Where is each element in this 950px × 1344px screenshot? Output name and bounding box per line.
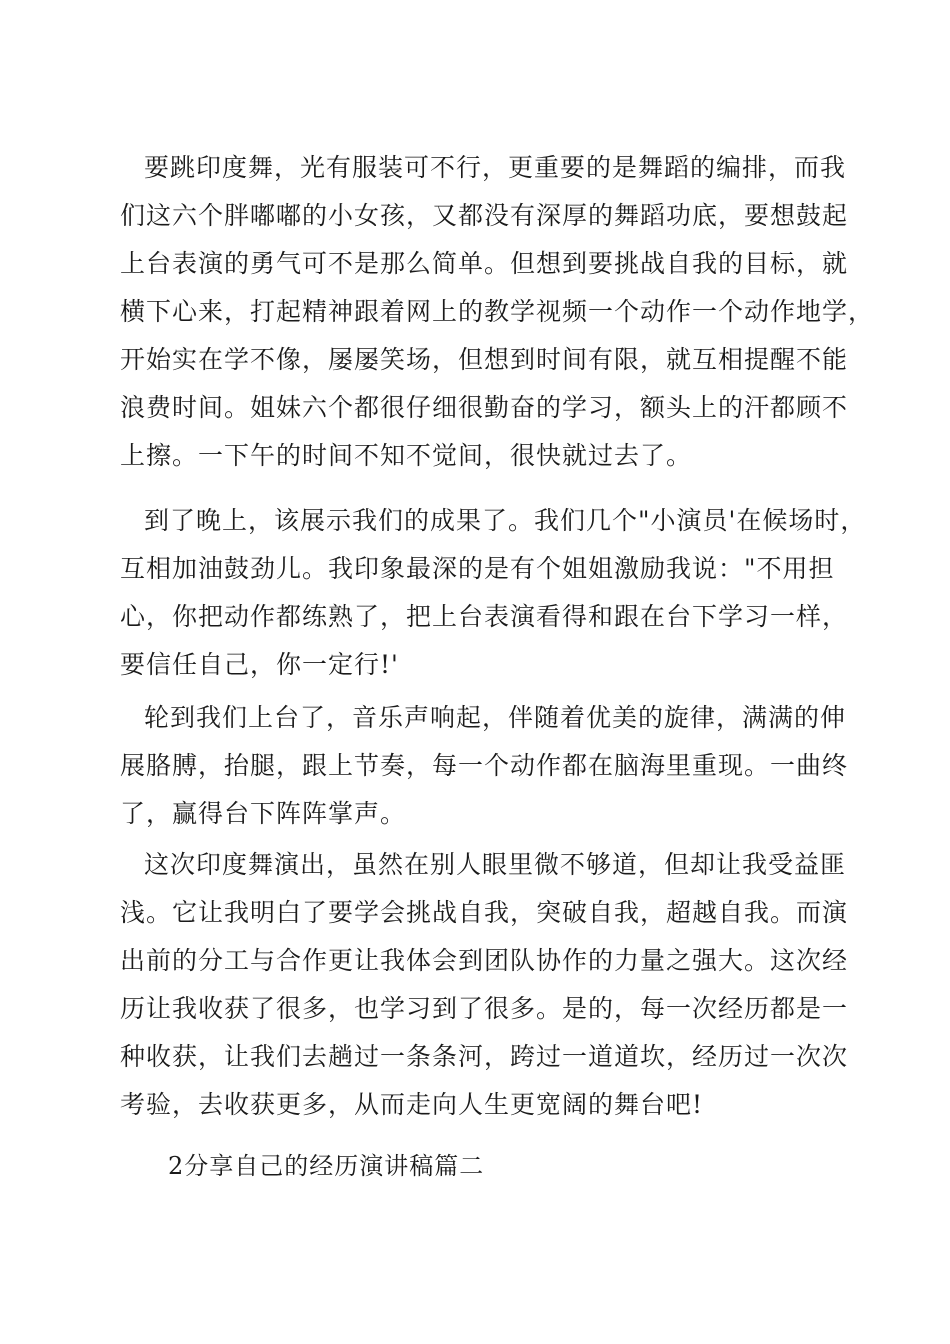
paragraph-line: 考验，去收获更多，从而走向人生更宽阔的舞台吧! bbox=[120, 1090, 704, 1119]
paragraph-2 bbox=[120, 497, 867, 689]
paragraph-line: 要信任自己，你一定行!' bbox=[120, 650, 399, 679]
paragraph-line: 浅。它让我明白了要学会挑战自我，突破自我，超越自我。而演 bbox=[120, 898, 849, 927]
paragraph-line: 横下心来，打起精神跟着网上的教学视频一个动作一个动作地学， bbox=[120, 297, 875, 326]
paragraph-line: 展胳膊，抬腿，跟上节奏，每一个动作都在脑海里重现。一曲终 bbox=[120, 751, 849, 780]
paragraph-line: 开始实在学不像，屡屡笑场，但想到时间有限，就互相提醒不能 bbox=[120, 345, 849, 374]
section-heading: 2分享自己的经历演讲稿篇二 bbox=[168, 1152, 485, 1180]
paragraph-line: 上擦。一下午的时间不知不觉间，很快就过去了。 bbox=[120, 441, 693, 470]
paragraph-4 bbox=[120, 841, 849, 1129]
paragraph-line: 上台表演的勇气可不是那么简单。但想到要挑战自我的目标，就 bbox=[120, 249, 849, 278]
paragraph-line: 浪费时间。姐妹六个都很仔细很勤奋的学习，额头上的汗都顾不 bbox=[120, 393, 849, 422]
paragraph-line: 出前的分工与合作更让我体会到团队协作的力量之强大。这次经 bbox=[120, 946, 849, 975]
paragraph-1 bbox=[120, 144, 875, 480]
paragraph-line: 互相加油鼓劲儿。我印象最深的是有个姐姐激励我说："不用担 bbox=[120, 554, 835, 583]
paragraph-line: 们这六个胖嘟嘟的小女孩，又都没有深厚的舞蹈功底，要想鼓起 bbox=[120, 201, 849, 230]
paragraph-line: 到了晚上，该展示我们的成果了。我们几个"小演员'在候场时， bbox=[144, 506, 867, 535]
paragraph-line: 了，赢得台下阵阵掌声。 bbox=[120, 799, 407, 828]
paragraph-line: 历让我收获了很多，也学习到了很多。是的，每一次经历都是一 bbox=[120, 994, 849, 1023]
paragraph-3 bbox=[120, 694, 849, 838]
paragraph-line: 轮到我们上台了，音乐声响起，伴随着优美的旋律，满满的伸 bbox=[144, 703, 847, 732]
paragraph-line: 这次印度舞演出，虽然在别人眼里微不够道，但却让我受益匪 bbox=[144, 850, 847, 879]
paragraph-line: 要跳印度舞，光有服装可不行，更重要的是舞蹈的编排，而我 bbox=[144, 153, 847, 182]
paragraph-line: 种收获，让我们去趟过一条条河，跨过一道道坎，经历过一次次 bbox=[120, 1042, 849, 1071]
paragraph-line: 心，你把动作都练熟了，把上台表演看得和跟在台下学习一样， bbox=[120, 602, 849, 631]
